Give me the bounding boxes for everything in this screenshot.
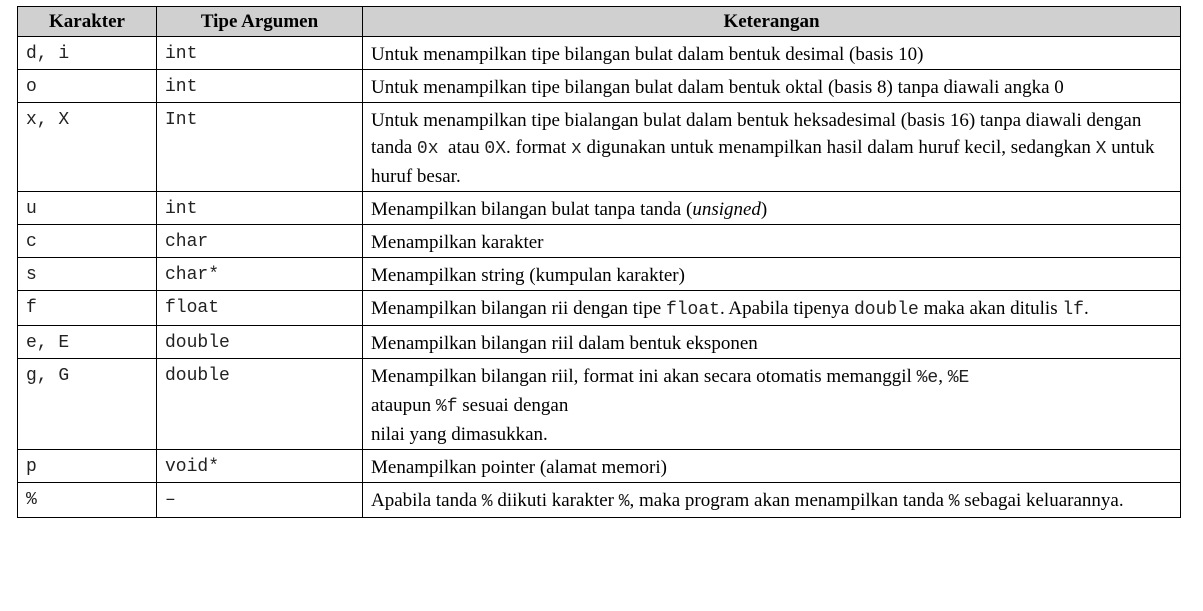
tipe-cell: char*: [157, 258, 363, 291]
tipe-cell: void*: [157, 450, 363, 483]
keterangan-cell: [363, 258, 1181, 291]
desc-code: double: [854, 300, 919, 320]
keterangan-cell: [363, 225, 1181, 258]
desc-text: digunakan untuk menampilkan hasil dalam huruf kecil, sedangkan: [581, 137, 1096, 158]
desc-code: %: [481, 492, 493, 512]
desc-code: float: [665, 300, 720, 320]
desc-text: ): [760, 199, 768, 220]
desc-text: Menampilkan bilangan riil dalam bentuk eksponen: [371, 333, 758, 354]
tipe-cell: Int: [157, 103, 363, 192]
table-row: [18, 103, 1181, 192]
desc-text: ,: [938, 366, 948, 387]
keterangan-cell: [363, 291, 1181, 326]
karakter-cell: u: [18, 192, 157, 225]
karakter-cell: e, E: [18, 326, 157, 359]
keterangan-cell: [363, 326, 1181, 359]
table-row: [18, 70, 1181, 103]
desc-text: Menampilkan bilangan bulat tanpa tanda (: [371, 199, 693, 220]
table-row: [18, 359, 1181, 450]
karakter-cell: x, X: [18, 103, 157, 192]
desc-text: Untuk menampilkan tipe bilangan bulat dalam bentuk oktal (basis 8) tanpa diawali angka 0: [371, 77, 1064, 98]
desc-text: Menampilkan pointer (alamat memori): [371, 457, 667, 478]
desc-code: %E: [947, 368, 970, 388]
desc-italic: unsigned: [692, 199, 761, 220]
table-row: [18, 225, 1181, 258]
keterangan-cell: [363, 483, 1181, 518]
desc-text: .: [1083, 298, 1089, 319]
keterangan-cell: [363, 192, 1181, 225]
karakter-cell: p: [18, 450, 157, 483]
desc-text: Menampilkan string (kumpulan karakter): [371, 265, 685, 286]
keterangan-cell: [363, 37, 1181, 70]
tipe-cell: int: [157, 37, 363, 70]
desc-text: , maka program akan menampilkan tanda: [629, 490, 949, 511]
karakter-cell: g, G: [18, 359, 157, 450]
desc-code: 0X: [484, 139, 507, 159]
desc-text: maka akan ditulis: [918, 298, 1063, 319]
table-row: [18, 291, 1181, 326]
tipe-cell: float: [157, 291, 363, 326]
keterangan-cell: [363, 450, 1181, 483]
karakter-cell: f: [18, 291, 157, 326]
desc-code: x: [570, 139, 582, 159]
desc-text: ataupun: [371, 395, 436, 416]
desc-text: atau: [438, 137, 485, 158]
header-keterangan: Keterangan: [363, 7, 1181, 37]
desc-code: lf: [1062, 300, 1084, 320]
karakter-cell: c: [18, 225, 157, 258]
desc-code: 0x: [416, 139, 439, 159]
desc-text: Menampilkan karakter: [371, 232, 544, 253]
karakter-cell: o: [18, 70, 157, 103]
karakter-cell: d, i: [18, 37, 157, 70]
header-karakter: Karakter: [18, 7, 157, 37]
table-row: [18, 192, 1181, 225]
desc-text: untuk huruf besar.: [371, 137, 1155, 187]
tipe-cell: int: [157, 192, 363, 225]
desc-code: %: [618, 492, 630, 512]
desc-code: %e: [916, 368, 939, 388]
desc-text: . Apabila tipenya: [719, 298, 854, 319]
desc-text: diikuti karakter: [492, 490, 619, 511]
format-specifier-table: [17, 6, 1181, 518]
table-row: [18, 450, 1181, 483]
karakter-cell: s: [18, 258, 157, 291]
desc-code: X: [1095, 139, 1107, 159]
table-row: [18, 37, 1181, 70]
desc-text: Untuk menampilkan tipe bilangan bulat dalam bentuk desimal (basis 10): [371, 44, 924, 65]
keterangan-cell: [363, 359, 1181, 450]
table-row: [18, 483, 1181, 518]
desc-text: Apabila tanda: [371, 490, 482, 511]
desc-text: sebagai keluarannya.: [959, 490, 1124, 511]
desc-text: sesuai dengan: [457, 395, 569, 416]
desc-text: Untuk menampilkan tipe bialangan bulat dalam bentuk heksadesimal (basis 16) tanpa diawali dengan tanda: [371, 110, 1142, 158]
tipe-cell: int: [157, 70, 363, 103]
tipe-cell: char: [157, 225, 363, 258]
tipe-cell: –: [157, 483, 363, 518]
tipe-cell: double: [157, 326, 363, 359]
keterangan-cell: [363, 70, 1181, 103]
desc-text: . format: [506, 137, 571, 158]
desc-code: %f: [435, 397, 458, 417]
header-tipe-argumen: Tipe Argumen: [157, 7, 363, 37]
keterangan-cell: [363, 103, 1181, 192]
desc-text: nilai yang dimasukkan.: [371, 424, 548, 445]
header-row: [18, 7, 1181, 37]
tipe-cell: double: [157, 359, 363, 450]
desc-text: Menampilkan bilangan riil, format ini akan secara otomatis memanggil: [371, 366, 917, 387]
desc-code: %: [948, 492, 960, 512]
table-row: [18, 326, 1181, 359]
desc-text: Menampilkan bilangan rii dengan tipe: [371, 298, 666, 319]
table-row: [18, 258, 1181, 291]
karakter-cell: %: [18, 483, 157, 518]
